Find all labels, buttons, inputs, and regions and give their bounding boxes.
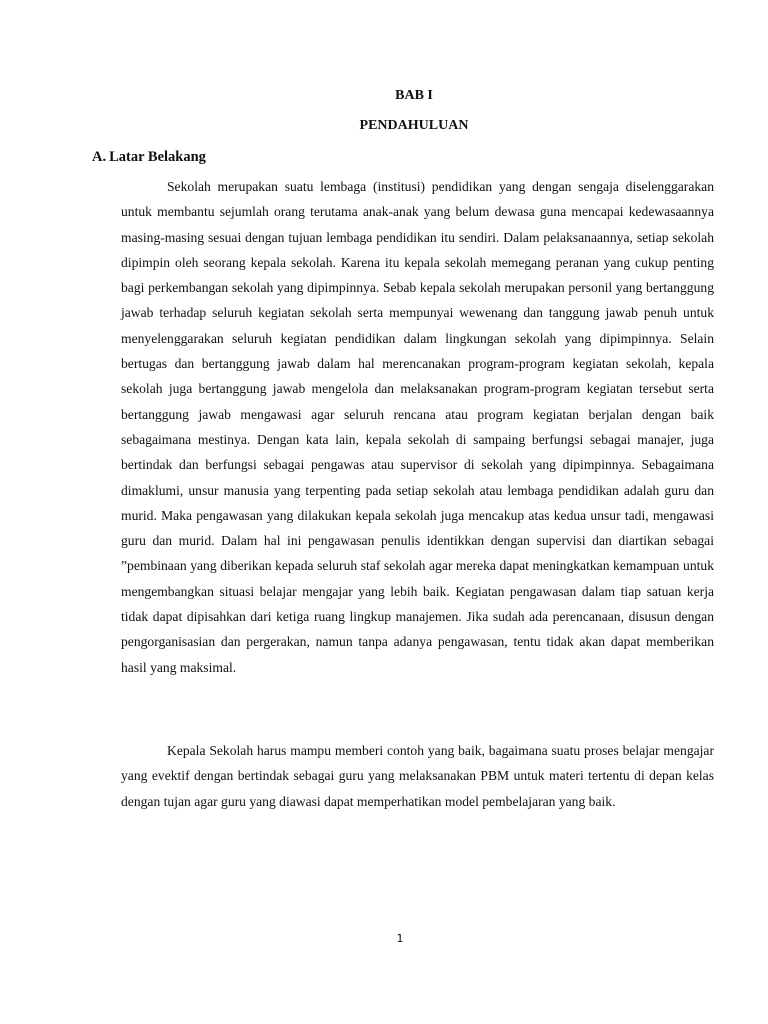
paragraph-2-text: Kepala Sekolah harus mampu memberi contoh yang baik, bagaimana suatu proses belajar mengajar yang evektif dengan bertindak sebagai guru yang melaksanakan PBM untuk materi tertentu di depan kelas dengan tujan agar guru yang diawasi dapat memperhatikan model pembelajaran yang baik. bbox=[121, 743, 714, 809]
paragraph-1-text: Sekolah merupakan suatu lembaga (institusi) pendidikan yang dengan sengaja diselenggarakan untuk membantu sejumlah orang terutama anak-anak yang belum dewasa guna mencapai kedewasaannya masing-masing sesuai dengan tujuan lembaga pendidikan itu sendiri. Dalam pelaksanaannya, setiap sekolah dipimpin oleh seorang kepala sekolah. Karena itu kepala sekolah memegang peranan yang cukup penting bagi perkembangan sekolah yang dipimpinnya. Sebab kepala sekolah merupakan personil yang bertanggung jawab terhadap seluruh kegiatan sekolah serta mempunyai wewenang dan tanggung jawab penuh untuk menyelenggarakan seluruh kegiatan pendidikan dalam lingkungan sekolah yang dipimpinnya. Selain bertugas dan bertanggung jawab dalam hal merencanakan program-program kegiatan sekolah, kepala sekolah juga bertanggung jawab mengelola dan melaksanakan program-program kegiatan tersebut serta bertanggung jawab mengawasi agar seluruh rencana atau program kegiatan berjalan dengan baik sebagaimana mestinya. Dengan kata lain, kepala sekolah di sampaing berfungsi sebagai manajer, juga bertindak dan berfungsi sebagai pengawas atau supervisor di sekolah yang dipimpinnya. Sebagaimana dimaklumi, unsur manusia yang terpenting pada setiap sekolah atau lembaga pendidikan adalah guru dan murid. Maka pengawasan yang dilakukan kepala sekolah juga mencakup atas kedua unsur tadi, mengawasi guru dan murid. Dalam hal ini pengawasan penulis identikkan dengan supervisi dan diartikan sebagai ”pembinaan yang diberikan kepada seluruh staf sekolah agar mereka dapat meningkatkan kemampuan untuk mengembangkan situasi belajar mengajar yang lebih baik. Kegiatan pengawasan dalam tiap satuan kerja tidak dapat dipisahkan dari ketiga ruang lingkup manajemen. Jika sudah ada perencanaan, disusun dengan pengorganisasian dan pergerakan, namun tanpa adanya pengawasan, tentu tidak akan dapat memberikan hasil yang maksimal. bbox=[121, 179, 714, 675]
paragraph-2 bbox=[121, 738, 714, 814]
page-number: 1 bbox=[396, 932, 404, 945]
paragraph-1 bbox=[121, 174, 714, 680]
section-letter: A. bbox=[92, 149, 107, 165]
section-title: Latar Belakang bbox=[109, 149, 206, 165]
chapter-title: PENDAHULUAN bbox=[359, 118, 469, 133]
section-heading bbox=[92, 149, 206, 166]
chapter-number: BAB I bbox=[395, 88, 433, 103]
